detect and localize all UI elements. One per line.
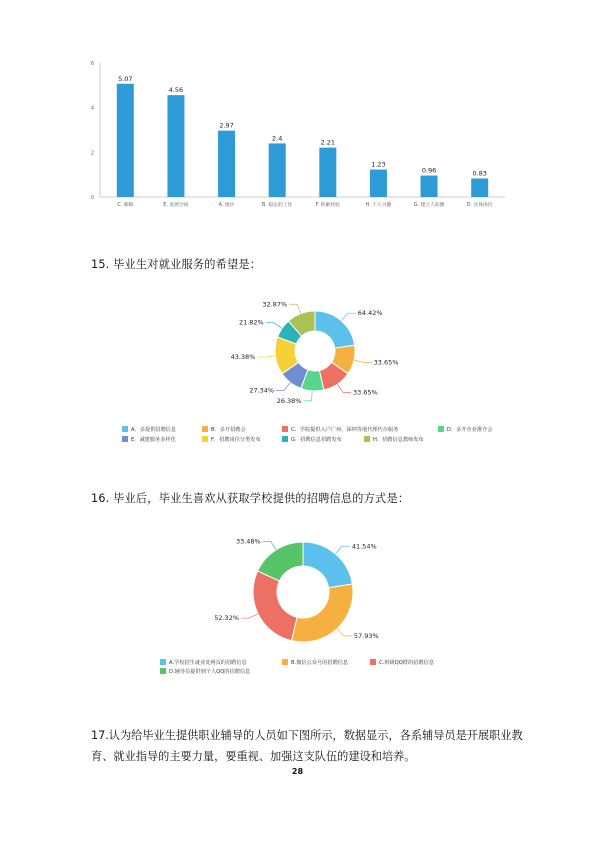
bar-value-label: 2.4 xyxy=(272,134,283,143)
slice-value-label: 33.48% xyxy=(235,537,261,546)
bar-value-label: 1.23 xyxy=(371,160,386,169)
bar xyxy=(471,178,488,197)
slice-value-label: 57.93% xyxy=(353,631,379,640)
legend-swatch xyxy=(364,436,370,442)
slice-value-label: 64.42% xyxy=(357,309,383,318)
slice-value-label: 26.38% xyxy=(276,396,302,405)
y-tick-label: 0 xyxy=(90,195,94,201)
leader-line xyxy=(241,614,258,618)
legend-swatch xyxy=(160,668,166,674)
bar xyxy=(167,95,184,197)
bar-chart-y-ticks xyxy=(91,61,94,201)
bar xyxy=(218,131,235,197)
legend-label: F．招聘岗位分类发布 xyxy=(211,437,261,443)
legend-label: B.微信公众号的招聘信息 xyxy=(291,660,349,666)
slice-value-label: 33.65% xyxy=(373,358,399,367)
legend-label: C.班级QQ群的招聘信息 xyxy=(379,660,434,666)
leader-line xyxy=(335,546,349,554)
bar-value-label: 0.83 xyxy=(472,169,487,178)
legend-label: E．减建服务多样化 xyxy=(131,437,176,443)
bar-value-label: 2.21 xyxy=(320,138,336,147)
bar xyxy=(117,84,134,197)
section-16-heading: 16. 毕业后，毕业生喜欢从获取学校提供的招聘信息的方式是： xyxy=(91,492,410,505)
leader-line xyxy=(354,360,372,362)
y-tick-label: 4 xyxy=(90,105,94,112)
bar-category-label: E. 发展空间 xyxy=(163,203,189,208)
legend-label: A．多提供招聘信息 xyxy=(131,427,177,433)
donut-16-slices xyxy=(253,542,353,642)
slice-value-label: 32.87% xyxy=(262,300,288,309)
bar-value-label: 0.96 xyxy=(421,166,437,175)
slice-value-label: 52.32% xyxy=(214,614,240,623)
slice-value-label: 27.34% xyxy=(249,386,275,395)
bar-value-label: 4.56 xyxy=(168,86,184,95)
leader-line xyxy=(341,313,356,321)
donut-slice xyxy=(315,311,355,348)
legend-label: G．招聘信息招聘发布 xyxy=(291,437,342,443)
legend-label: C．学院提供入户广州、深圳等地代理代办服务 xyxy=(291,427,399,433)
leader-line xyxy=(276,382,290,390)
slice-value-label: 21.82% xyxy=(238,318,264,327)
y-tick-label: 2 xyxy=(90,150,94,157)
bar xyxy=(269,143,286,197)
legend-label: D．多开企业推介会 xyxy=(447,427,493,433)
legend-label: H．招聘信息教师发布 xyxy=(373,437,424,443)
bar-category-label: F. 积累经验 xyxy=(315,203,340,208)
bar-chart-category-labels xyxy=(117,201,493,208)
bar-value-label: 2.97 xyxy=(219,121,234,130)
bar-category-label: A. 地区 xyxy=(218,203,235,208)
donut-slice xyxy=(303,542,352,588)
bar-category-label: G. 建立人际圈 xyxy=(413,203,445,208)
legend-swatch xyxy=(438,426,444,432)
legend-swatch xyxy=(370,659,376,665)
donut-16-legend xyxy=(160,658,435,675)
donut-slice xyxy=(253,571,297,641)
legend-swatch xyxy=(122,426,128,432)
leader-line xyxy=(289,304,301,313)
legend-swatch xyxy=(122,436,128,442)
donut-15-legend xyxy=(122,425,493,443)
page-number: 28 xyxy=(291,767,304,776)
slice-value-label: 41.54% xyxy=(351,542,377,551)
bar-chart xyxy=(80,55,520,215)
legend-swatch xyxy=(202,436,208,442)
bar-chart-axes xyxy=(100,63,505,197)
bar xyxy=(421,176,438,197)
leader-line xyxy=(304,391,313,401)
leader-line xyxy=(263,541,276,549)
legend-label: B．多开招聘会 xyxy=(211,427,246,433)
bar xyxy=(319,148,336,197)
legend-swatch xyxy=(202,426,208,432)
y-tick-label: 6 xyxy=(90,61,94,67)
leader-line xyxy=(337,629,352,636)
bar-category-label: H. 个人兴趣 xyxy=(365,203,392,208)
donut-chart-15 xyxy=(110,285,530,450)
bar-category-label: C. 朝朝 xyxy=(117,203,134,208)
legend-label: A.学校招生就业处网页的招聘信息 xyxy=(169,660,247,666)
bar xyxy=(370,170,387,197)
slice-value-label: 43.38% xyxy=(230,353,256,362)
slice-value-label: 33.65% xyxy=(353,388,378,397)
leader-line xyxy=(257,356,275,357)
legend-swatch xyxy=(282,659,288,665)
donut-chart-16 xyxy=(150,525,490,685)
bar-category-label: B. 稳定的工作 xyxy=(262,203,293,208)
bar-chart-bars xyxy=(117,84,488,197)
leader-line xyxy=(266,323,282,329)
leader-line xyxy=(337,384,351,392)
donut-slice xyxy=(292,584,353,642)
section-17-paragraph: 17.认为给毕业生提供职业辅导的人员如下图所示，数据显示，各系辅导员是开展职业教育、就业指导的主要力量，要重视、加强这支队伍的建设和培养。 xyxy=(91,729,523,763)
bar-value-label: 5.07 xyxy=(118,74,133,83)
legend-label: D.辅导员提供到个人QQ的招聘信息 xyxy=(169,669,251,675)
section-15-heading: 15. 毕业生对就业服务的希望是： xyxy=(91,258,262,271)
legend-swatch xyxy=(282,436,288,442)
bar-category-label: D. 具体岗位 xyxy=(466,203,493,208)
donut-15-slices xyxy=(275,311,355,391)
legend-swatch xyxy=(282,426,288,432)
legend-swatch xyxy=(160,659,166,665)
